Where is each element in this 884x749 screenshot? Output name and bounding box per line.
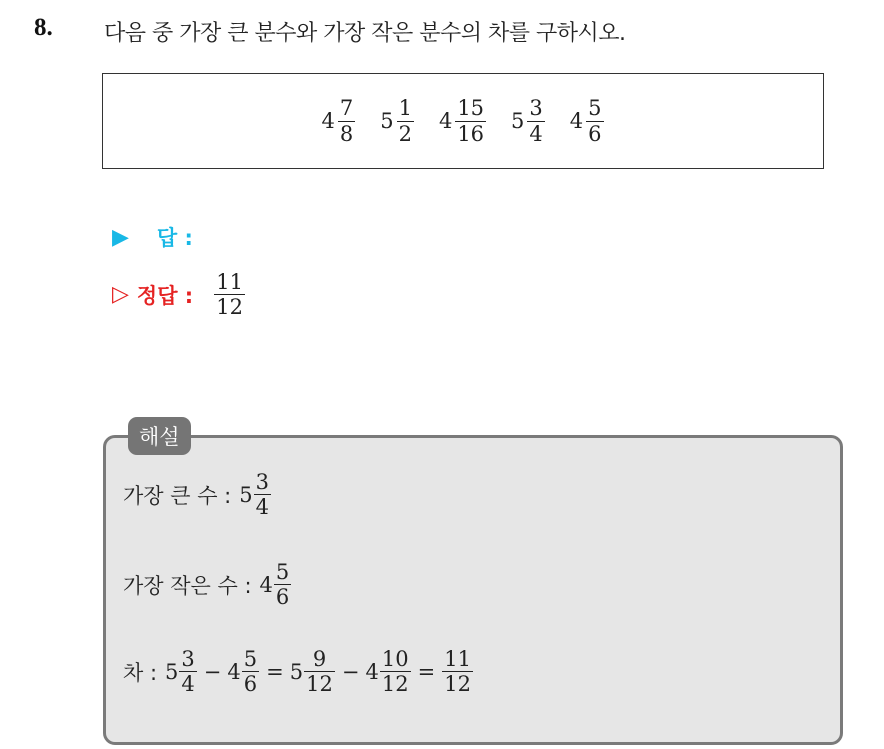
solution-label: 가장 작은 수 : — [123, 573, 252, 598]
denominator: 6 — [243, 672, 258, 697]
denominator: 2 — [398, 121, 412, 146]
numerator: 9 — [312, 647, 327, 671]
numerator: 5 — [588, 96, 602, 121]
fraction-whole: 5 — [165, 659, 179, 684]
fraction — [397, 96, 414, 145]
fraction-item — [380, 96, 415, 145]
correct-marker-icon: ▷ — [112, 282, 129, 308]
denominator: 12 — [381, 672, 409, 697]
numerator: 7 — [339, 96, 354, 121]
fraction — [254, 470, 271, 519]
denominator: 4 — [181, 672, 195, 697]
fraction-item — [511, 96, 546, 145]
numerator: 3 — [255, 470, 269, 494]
solution-label: 차 : — [123, 660, 158, 685]
result-fraction — [442, 647, 473, 696]
minus-sign: − — [203, 659, 222, 684]
fraction-item — [439, 96, 487, 145]
fraction — [455, 96, 486, 145]
denominator: 12 — [306, 672, 333, 697]
fraction — [586, 96, 603, 145]
fraction-whole: 5 — [511, 109, 525, 133]
question-number: 8. — [34, 14, 53, 41]
solution-tab: 해설 — [128, 417, 191, 455]
fraction — [274, 560, 291, 609]
fraction-whole: 4 — [365, 659, 379, 684]
fraction-whole: 5 — [239, 482, 253, 507]
fraction-whole: 4 — [259, 572, 273, 597]
denominator: 12 — [444, 672, 471, 697]
fraction-whole: 4 — [569, 109, 584, 133]
denominator: 4 — [255, 495, 269, 520]
fraction — [304, 647, 335, 696]
numerator: 1 — [398, 96, 412, 121]
fraction-item — [570, 96, 605, 145]
solution-line-largest — [123, 470, 272, 519]
equals-sign: = — [417, 659, 436, 684]
numerator: 5 — [243, 647, 258, 671]
fraction — [380, 647, 411, 696]
minus-sign: − — [341, 659, 360, 684]
answer-label: 답 : — [156, 226, 193, 250]
fraction-box — [102, 73, 824, 169]
fraction-whole: 5 — [380, 109, 394, 133]
numerator: 11 — [444, 647, 471, 671]
correct-answer-row — [112, 270, 246, 319]
denominator: 6 — [588, 121, 602, 146]
correct-answer-fraction — [214, 270, 245, 319]
fraction-whole: 4 — [321, 109, 335, 133]
fraction — [527, 96, 544, 145]
numerator: 10 — [381, 647, 409, 671]
solution-label: 가장 큰 수 : — [123, 483, 232, 508]
fraction-item — [321, 96, 356, 145]
fraction-whole: 4 — [438, 109, 453, 133]
solution-line-difference — [123, 647, 474, 696]
denominator: 8 — [339, 121, 354, 146]
answer-marker-icon: ▶ — [112, 224, 129, 250]
fraction — [338, 96, 355, 145]
fraction — [179, 647, 196, 696]
denominator: 6 — [275, 585, 290, 610]
fraction-whole: 5 — [289, 659, 304, 684]
correct-answer-label: 정답 : — [136, 283, 194, 308]
numerator: 5 — [275, 560, 290, 584]
equals-sign: = — [266, 659, 284, 684]
denominator: 12 — [216, 295, 243, 320]
fraction — [242, 647, 259, 696]
fraction-whole: 4 — [227, 659, 241, 684]
numerator: 15 — [457, 96, 485, 121]
question-text: 다음 중 가장 큰 분수와 가장 작은 분수의 차를 구하시오. — [104, 21, 626, 46]
numerator: 11 — [216, 270, 243, 294]
numerator: 3 — [181, 647, 195, 671]
solution-line-smallest — [123, 560, 292, 609]
denominator: 4 — [529, 121, 543, 146]
denominator: 16 — [457, 121, 485, 146]
numerator: 3 — [529, 96, 543, 121]
answer-row — [112, 222, 193, 252]
